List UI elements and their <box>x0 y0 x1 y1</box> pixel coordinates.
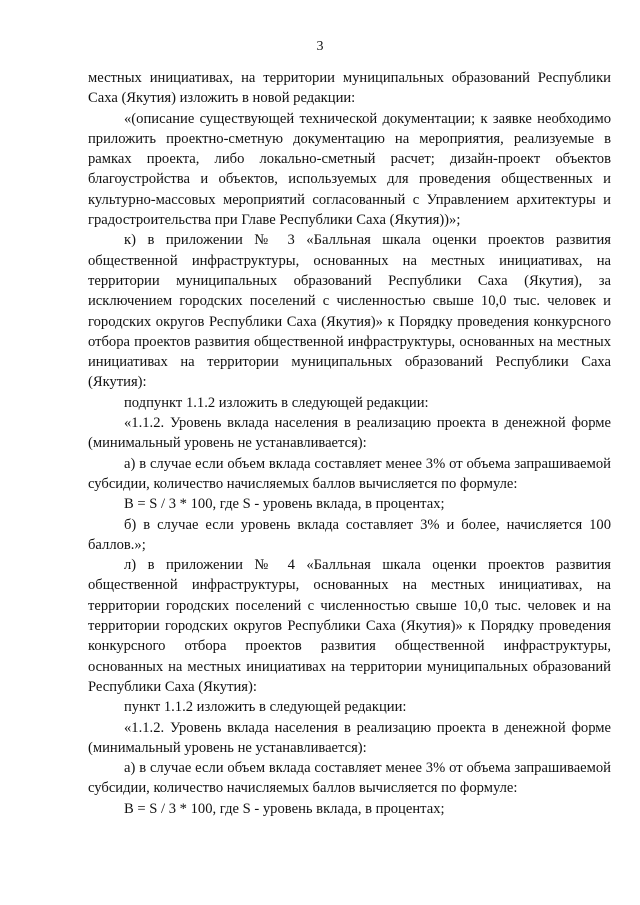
paragraph-formula-second: B = S / 3 * 100, где S - уровень вклада, в процентах; <box>124 800 445 817</box>
paragraph-subclause-a: а) в случае если объем вклада составляет менее 3% от объема запрашиваемой субсидии, количество начисляемых баллов вычисляется по формуле: <box>88 455 611 492</box>
paragraph-item-k: к) в приложении № 3 «Балльная шкала оценки проектов развития общественной инфраструктуры, основанных на местных инициативах, на территории муниципальных образований Республики Саха (Якутия), за исключением городских поселений с численностью свыше 10,0 тыс. человек и городских округов Республики Саха (Якутия)» к Порядку проведения конкурсного отбора проектов развития общественной инфраструктуры, основанных на местных инициативах на территории муниципальных образований Республики Саха (Якутия): <box>88 232 611 391</box>
document-body <box>88 68 611 819</box>
paragraph-subpoint-instruction: подпункт 1.1.2 изложить в следующей редакции: <box>124 394 429 411</box>
paragraph-subclause-a-second: а) в случае если объем вклада составляет менее 3% от объема запрашиваемой субсидии, количество начисляемых баллов вычисляется по формуле: <box>88 760 611 797</box>
paragraph-clause-1-1-2: «1.1.2. Уровень вклада населения в реализацию проекта в денежной форме (минимальный уровень не устанавливается): <box>88 415 611 452</box>
paragraph-subclause-b: б) в случае если уровень вклада составляет 3% и более, начисляется 100 баллов.»; <box>88 516 611 553</box>
paragraph-formula: B = S / 3 * 100, где S - уровень вклада, в процентах; <box>124 496 445 513</box>
paragraph-continuation: местных инициативах, на территории муниципальных образований Республики Саха (Якутия) изложить в новой редакции: <box>88 70 611 107</box>
paragraph-point-instruction: пункт 1.1.2 изложить в следующей редакции: <box>124 699 407 716</box>
paragraph-quoted-description: «(описание существующей технической документации; к заявке необходимо приложить проектно-сметную документацию на мероприятия, реализуемые в рамках проекта, либо локально-сметный расчет; дизайн-проект объектов благоустройства и объектов, используемых для проведения общественных и культурно-массовых мероприятий согласованный с Управлением архитектуры и градостроительства при Главе Республики Саха (Якутия))»; <box>88 110 611 229</box>
paragraph-clause-1-1-2-second: «1.1.2. Уровень вклада населения в реализацию проекта в денежной форме (минимальный уровень не устанавливается): <box>88 719 611 756</box>
page-number: 3 <box>316 39 324 54</box>
paragraph-item-l: л) в приложении № 4 «Балльная шкала оценки проектов развития общественной инфраструктуры, основанных на местных инициативах, на территории городских поселений с численностью свыше 10,0 тыс. человек и на территории городских округов Республики Саха (Якутия)» к Порядку проведения конкурсного отбора проектов развития общественной инфраструктуры, основанных на местных инициативах на территории муниципальных образований Республики Саха (Якутия): <box>88 557 611 695</box>
